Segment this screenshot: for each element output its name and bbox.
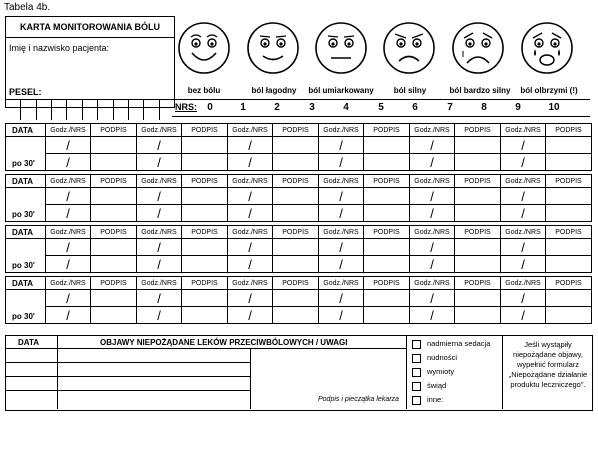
time-nrs-cell[interactable]: /: [319, 205, 364, 222]
signature-header: PODPIS: [364, 277, 410, 290]
time-nrs-header: Godz./NRS: [137, 277, 182, 290]
signature-header: PODPIS: [273, 277, 319, 290]
nrs-value[interactable]: 9: [515, 102, 521, 113]
time-nrs-header: Godz./NRS: [46, 277, 91, 290]
date-label: DATA: [6, 175, 46, 188]
signature-header: PODPIS: [546, 124, 592, 137]
nrs-value[interactable]: 8: [481, 102, 487, 113]
signature-cell[interactable]: [273, 137, 319, 154]
signature-header: PODPIS: [182, 277, 228, 290]
signature-header: PODPIS: [455, 226, 501, 239]
notes-date-header: DATA: [18, 338, 40, 347]
signature-header: PODPIS: [546, 175, 592, 188]
checkbox[interactable]: [412, 382, 421, 391]
signature-cell[interactable]: [455, 307, 501, 324]
patient-header-box: [5, 16, 175, 108]
signature-cell[interactable]: [91, 154, 137, 171]
signature-cell[interactable]: [364, 239, 410, 256]
time-nrs-cell[interactable]: /: [410, 137, 455, 154]
time-nrs-header: Godz./NRS: [228, 175, 273, 188]
checkbox[interactable]: [412, 340, 421, 349]
nrs-value[interactable]: 2: [274, 102, 280, 113]
nrs-value[interactable]: 5: [378, 102, 384, 113]
time-nrs-header: Godz./NRS: [501, 124, 546, 137]
signature-cell[interactable]: [182, 188, 228, 205]
signature-cell[interactable]: [546, 188, 592, 205]
date-label: DATA: [6, 124, 46, 137]
signature-cell[interactable]: [546, 239, 592, 256]
signature-header: PODPIS: [182, 226, 228, 239]
time-nrs-cell[interactable]: /: [228, 307, 273, 324]
time-nrs-cell[interactable]: /: [410, 290, 455, 307]
signature-cell[interactable]: [273, 188, 319, 205]
face-moderate-pain-icon: [314, 21, 368, 75]
nrs-value[interactable]: 10: [548, 102, 560, 113]
signature-header: PODPIS: [273, 226, 319, 239]
signature-cell[interactable]: [182, 256, 228, 273]
nrs-value[interactable]: 0: [207, 102, 213, 113]
signature-cell[interactable]: [182, 239, 228, 256]
signature-header: PODPIS: [91, 277, 137, 290]
time-nrs-cell[interactable]: /: [46, 188, 91, 205]
check-item[interactable]: inne:: [412, 393, 490, 407]
time-nrs-header: Godz./NRS: [319, 277, 364, 290]
time-nrs-cell[interactable]: /: [228, 137, 273, 154]
signature-cell[interactable]: [273, 307, 319, 324]
signature-header: PODPIS: [182, 175, 228, 188]
signature-cell[interactable]: [273, 256, 319, 273]
signature-cell[interactable]: [364, 188, 410, 205]
face-very-severe-pain-icon: [451, 21, 505, 75]
time-nrs-cell[interactable]: /: [410, 188, 455, 205]
form-title: KARTA MONITOROWANIA BÓLU: [20, 22, 160, 32]
time-nrs-cell[interactable]: /: [228, 154, 273, 171]
face-label: ból łagodny: [251, 86, 297, 95]
signature-cell[interactable]: [455, 290, 501, 307]
divider: [6, 37, 174, 38]
time-nrs-cell[interactable]: /: [137, 205, 182, 222]
time-nrs-cell[interactable]: /: [46, 239, 91, 256]
time-nrs-cell[interactable]: /: [137, 307, 182, 324]
time-nrs-header: Godz./NRS: [319, 226, 364, 239]
signature-header: PODPIS: [364, 175, 410, 188]
signature-cell[interactable]: [455, 239, 501, 256]
face-extreme-pain-icon: [520, 21, 574, 75]
side-effects-header: OBJAWY NIEPOŻĄDANE LEKÓW PRZECIWBÓLOWYCH / UWAGI: [100, 338, 348, 347]
checkbox[interactable]: [412, 396, 421, 405]
time-nrs-cell[interactable]: /: [46, 205, 91, 222]
time-nrs-cell[interactable]: /: [501, 154, 546, 171]
time-nrs-cell[interactable]: /: [228, 188, 273, 205]
face-label: bez bólu: [187, 86, 221, 95]
signature-cell[interactable]: [91, 290, 137, 307]
time-nrs-cell[interactable]: /: [228, 205, 273, 222]
time-nrs-cell[interactable]: /: [501, 256, 546, 273]
signature-cell[interactable]: [182, 307, 228, 324]
check-item[interactable]: nadmierna sedacja: [412, 337, 490, 351]
signature-cell[interactable]: [455, 154, 501, 171]
time-nrs-header: Godz./NRS: [319, 175, 364, 188]
signature-cell[interactable]: [364, 137, 410, 154]
time-nrs-cell[interactable]: /: [501, 205, 546, 222]
signature-cell[interactable]: [273, 154, 319, 171]
instruction-note: Jeśli wystąpiły niepożądane objawy, wypełnić formularz „Niepożądane działanie produktu leczniczego".: [508, 340, 588, 389]
side-effects-checklist: [412, 337, 490, 407]
date-label: DATA: [6, 277, 46, 290]
signature-cell[interactable]: [273, 205, 319, 222]
signature-header: PODPIS: [455, 277, 501, 290]
pesel-field[interactable]: [6, 99, 174, 120]
signature-cell[interactable]: [91, 239, 137, 256]
time-nrs-cell[interactable]: /: [501, 307, 546, 324]
time-nrs-header: Godz./NRS: [137, 124, 182, 137]
signature-cell[interactable]: [455, 188, 501, 205]
signature-cell[interactable]: [273, 239, 319, 256]
checkbox[interactable]: [412, 368, 421, 377]
signature-header: PODPIS: [455, 124, 501, 137]
time-nrs-cell[interactable]: /: [137, 137, 182, 154]
time-nrs-cell[interactable]: /: [501, 239, 546, 256]
signature-cell[interactable]: [455, 205, 501, 222]
signature-cell[interactable]: [182, 290, 228, 307]
face-label: ból silny: [393, 86, 427, 95]
time-nrs-cell[interactable]: /: [410, 256, 455, 273]
check-item[interactable]: świąd: [412, 379, 490, 393]
signature-cell[interactable]: [182, 137, 228, 154]
time-nrs-cell[interactable]: /: [137, 154, 182, 171]
time-nrs-header: Godz./NRS: [410, 277, 455, 290]
signature-cell[interactable]: [91, 188, 137, 205]
face-severe-pain-icon: [382, 21, 436, 75]
face-mild-pain-icon: [246, 21, 300, 75]
time-nrs-cell[interactable]: /: [410, 205, 455, 222]
time-nrs-cell[interactable]: /: [46, 307, 91, 324]
time-nrs-cell[interactable]: /: [137, 188, 182, 205]
time-nrs-header: Godz./NRS: [46, 175, 91, 188]
nrs-value[interactable]: 4: [343, 102, 349, 113]
time-nrs-header: Godz./NRS: [410, 226, 455, 239]
time-nrs-cell[interactable]: /: [410, 239, 455, 256]
after-30min-label: po 30': [6, 290, 46, 324]
signature-header: PODPIS: [546, 277, 592, 290]
time-nrs-cell[interactable]: /: [319, 137, 364, 154]
signature-cell[interactable]: [364, 290, 410, 307]
signature-cell[interactable]: [546, 307, 592, 324]
time-nrs-cell[interactable]: /: [137, 290, 182, 307]
time-nrs-header: Godz./NRS: [501, 175, 546, 188]
time-nrs-header: Godz./NRS: [410, 124, 455, 137]
face-label: ból bardzo silny: [449, 86, 511, 95]
signature-cell[interactable]: [91, 307, 137, 324]
time-nrs-cell[interactable]: /: [46, 137, 91, 154]
time-nrs-cell[interactable]: /: [501, 290, 546, 307]
signature-header: PODPIS: [182, 124, 228, 137]
time-nrs-cell[interactable]: /: [46, 154, 91, 171]
nrs-value[interactable]: 3: [309, 102, 315, 113]
signature-cell[interactable]: [546, 290, 592, 307]
signature-header: PODPIS: [273, 175, 319, 188]
signature-cell[interactable]: [546, 205, 592, 222]
time-nrs-cell[interactable]: /: [501, 188, 546, 205]
time-nrs-cell[interactable]: /: [137, 239, 182, 256]
signature-cell[interactable]: [91, 137, 137, 154]
time-nrs-cell[interactable]: /: [319, 307, 364, 324]
time-nrs-header: Godz./NRS: [319, 124, 364, 137]
checkbox[interactable]: [412, 354, 421, 363]
face-label: ból olbrzymi (!): [520, 86, 578, 95]
signature-cell[interactable]: [364, 307, 410, 324]
time-nrs-header: Godz./NRS: [228, 124, 273, 137]
signature-cell[interactable]: [455, 137, 501, 154]
signature-header: PODPIS: [273, 124, 319, 137]
signature-cell[interactable]: [364, 154, 410, 171]
signature-cell[interactable]: [91, 205, 137, 222]
signature-cell[interactable]: [546, 137, 592, 154]
signature-cell[interactable]: [364, 205, 410, 222]
date-label: DATA: [6, 226, 46, 239]
after-30min-label: po 30': [6, 188, 46, 222]
signature-cell[interactable]: [273, 290, 319, 307]
signature-header: PODPIS: [364, 124, 410, 137]
time-nrs-header: Godz./NRS: [228, 277, 273, 290]
signature-cell[interactable]: [182, 154, 228, 171]
patient-name-label: Imię i nazwisko pacjenta:: [9, 43, 110, 53]
time-nrs-header: Godz./NRS: [228, 226, 273, 239]
nrs-value[interactable]: 6: [412, 102, 418, 113]
doctor-signature-label: Podpis i pieczątka lekarza: [318, 396, 399, 403]
time-nrs-cell[interactable]: /: [319, 154, 364, 171]
time-nrs-cell[interactable]: /: [137, 256, 182, 273]
time-nrs-cell[interactable]: /: [410, 307, 455, 324]
signature-header: PODPIS: [455, 175, 501, 188]
signature-header: PODPIS: [91, 124, 137, 137]
time-nrs-cell[interactable]: /: [228, 290, 273, 307]
signature-cell[interactable]: [364, 256, 410, 273]
time-nrs-cell[interactable]: /: [46, 256, 91, 273]
pain-monitoring-grid: [5, 123, 592, 324]
face-label: ból umiarkowany: [308, 86, 374, 95]
after-30min-label: po 30': [6, 137, 46, 171]
signature-cell[interactable]: [91, 256, 137, 273]
time-nrs-cell[interactable]: /: [410, 154, 455, 171]
time-nrs-header: Godz./NRS: [137, 175, 182, 188]
time-nrs-cell[interactable]: /: [228, 256, 273, 273]
nrs-value[interactable]: 1: [240, 102, 246, 113]
signature-cell[interactable]: [546, 256, 592, 273]
time-nrs-cell[interactable]: /: [46, 290, 91, 307]
signature-header: PODPIS: [91, 226, 137, 239]
signature-cell[interactable]: [182, 205, 228, 222]
nrs-value[interactable]: 7: [447, 102, 453, 113]
nrs-label: NRS:: [175, 102, 197, 112]
time-nrs-cell[interactable]: /: [319, 290, 364, 307]
pesel-label: PESEL:: [9, 87, 42, 97]
face-no-pain-icon: [177, 21, 231, 75]
time-nrs-cell[interactable]: /: [319, 239, 364, 256]
signature-cell[interactable]: [546, 154, 592, 171]
check-item[interactable]: wymioty: [412, 365, 490, 379]
time-nrs-header: Godz./NRS: [410, 175, 455, 188]
time-nrs-cell[interactable]: /: [501, 137, 546, 154]
check-item[interactable]: nudności: [412, 351, 490, 365]
signature-header: PODPIS: [364, 226, 410, 239]
time-nrs-cell[interactable]: /: [319, 188, 364, 205]
table-caption: Tabela 4b.: [4, 2, 51, 13]
time-nrs-cell[interactable]: /: [228, 239, 273, 256]
time-nrs-header: Godz./NRS: [501, 226, 546, 239]
signature-cell[interactable]: [455, 256, 501, 273]
time-nrs-header: Godz./NRS: [46, 226, 91, 239]
time-nrs-header: Godz./NRS: [501, 277, 546, 290]
time-nrs-header: Godz./NRS: [46, 124, 91, 137]
signature-header: PODPIS: [546, 226, 592, 239]
signature-header: PODPIS: [91, 175, 137, 188]
time-nrs-cell[interactable]: /: [319, 256, 364, 273]
time-nrs-header: Godz./NRS: [137, 226, 182, 239]
after-30min-label: po 30': [6, 239, 46, 273]
